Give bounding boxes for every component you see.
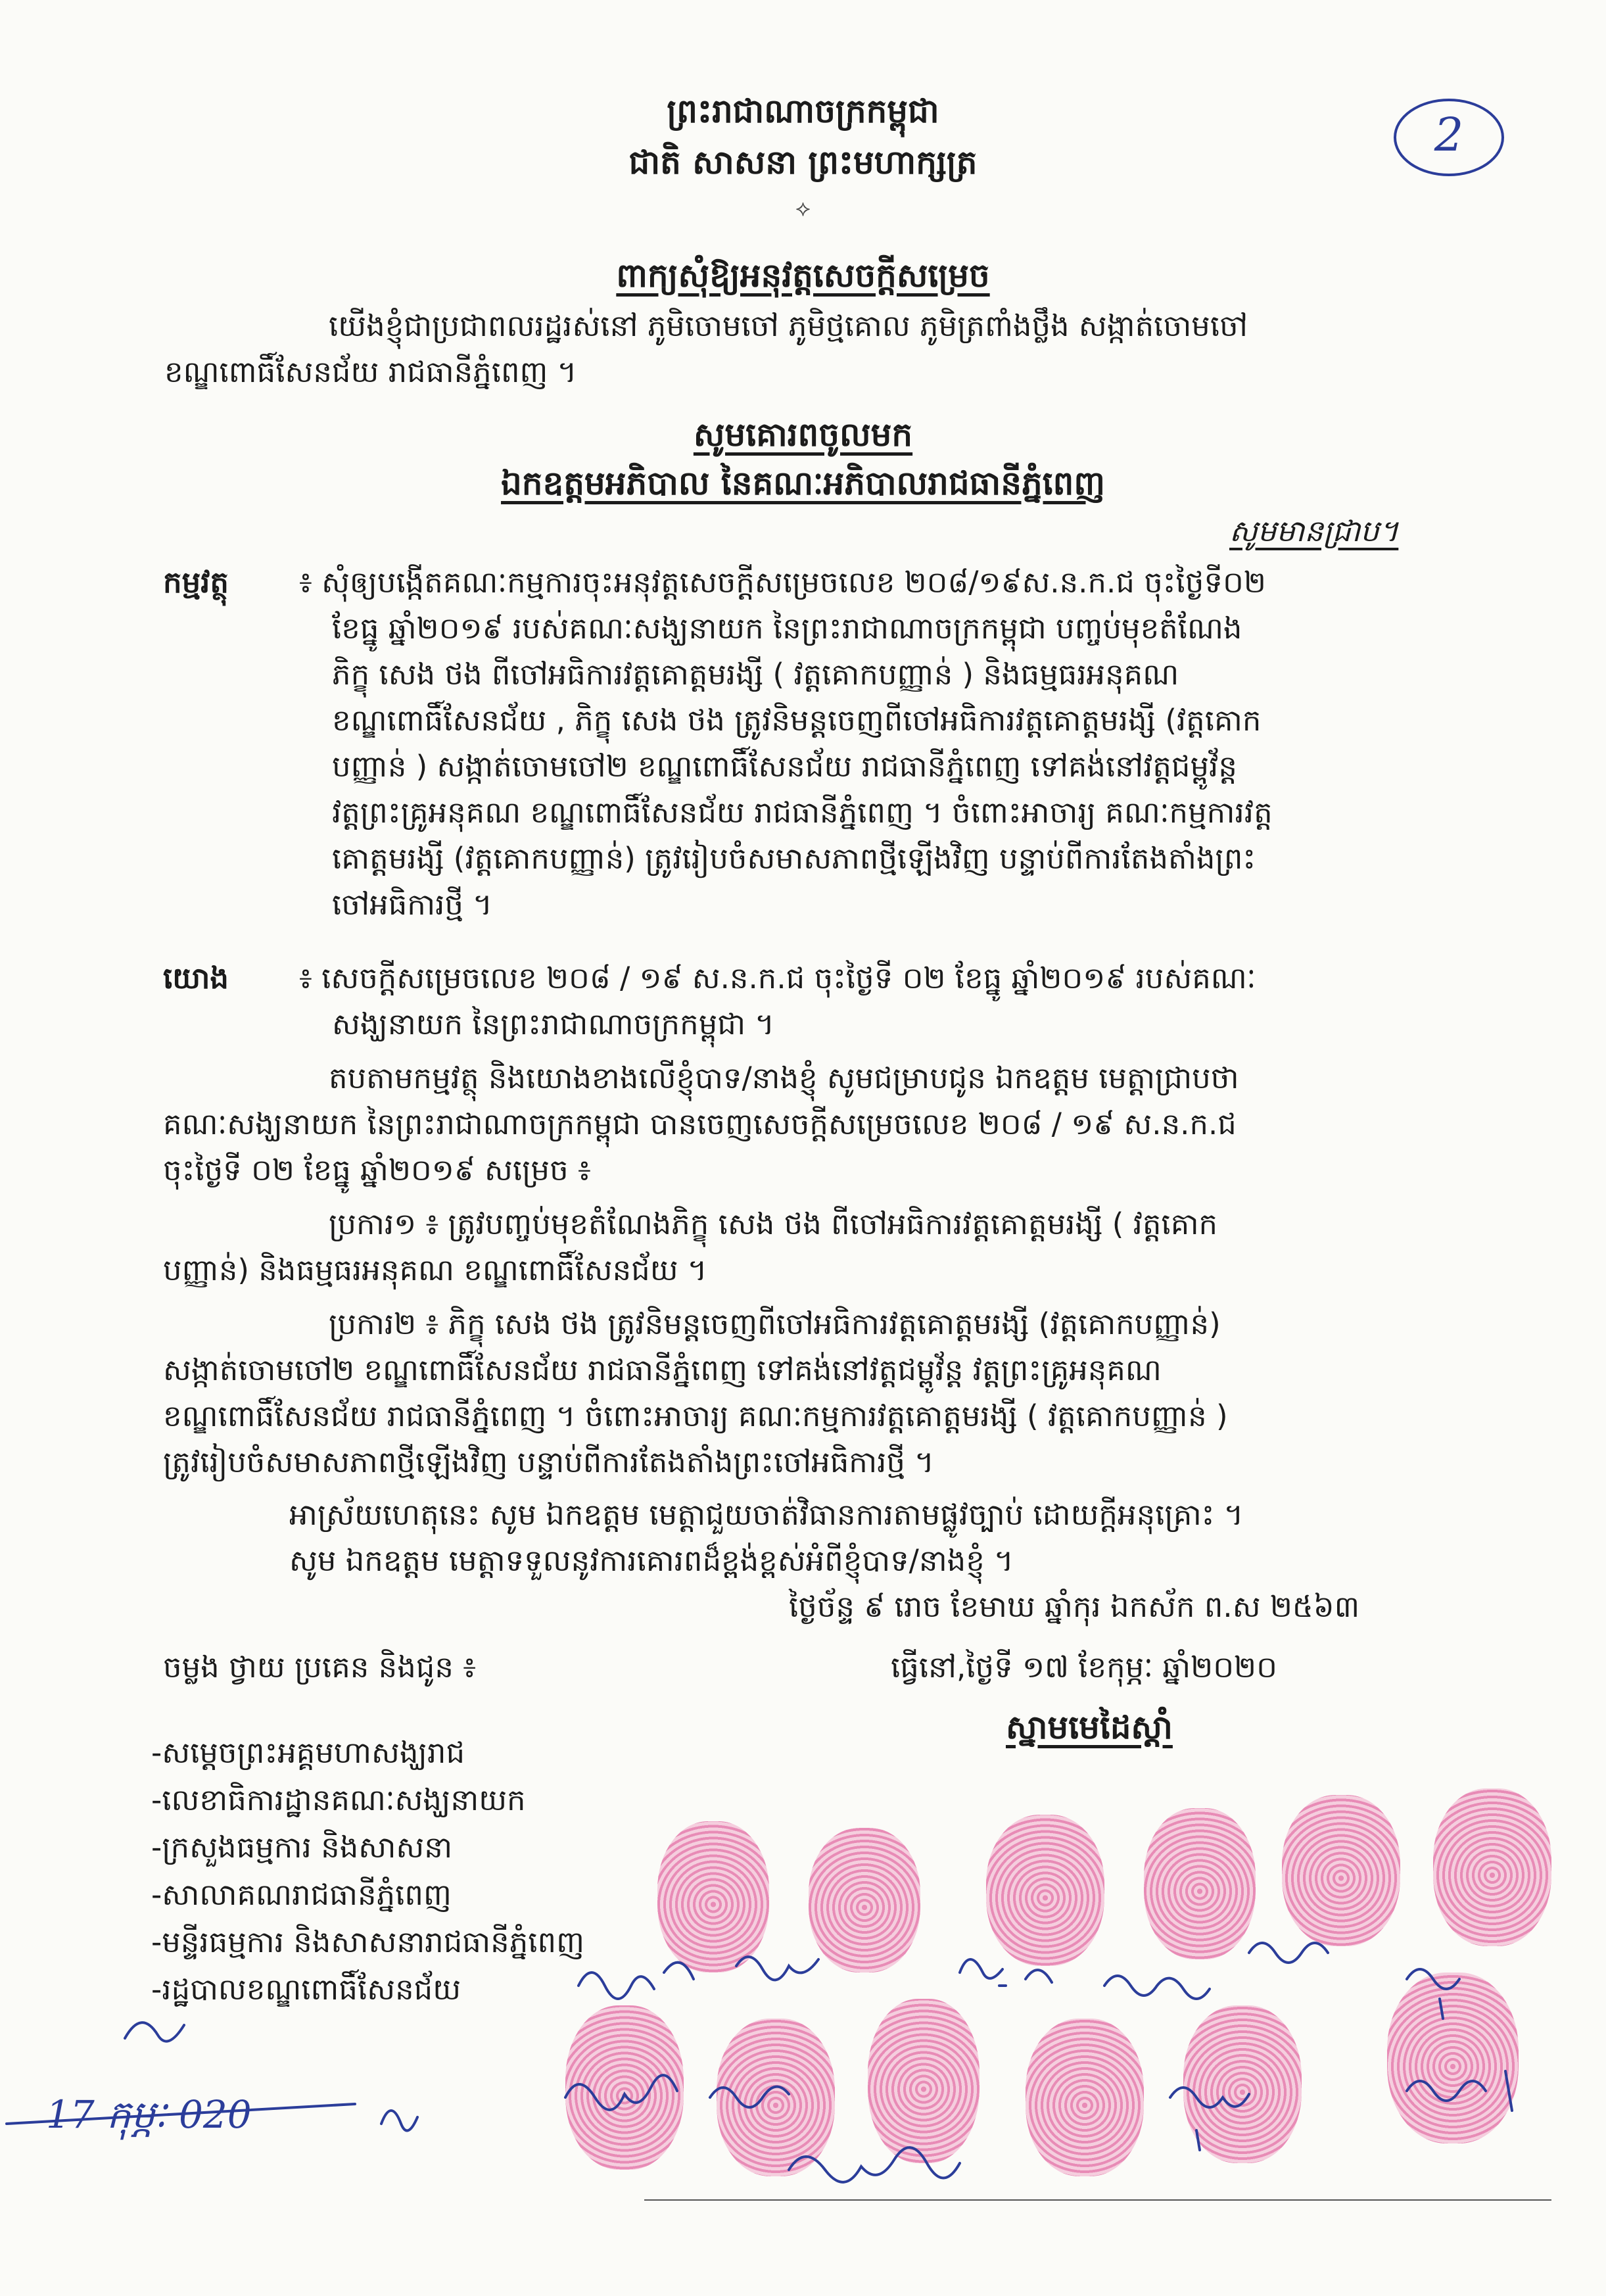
signature-label: ស្នាមមេដៃស្តាំ <box>1006 1708 1173 1746</box>
subject-line-8: ចៅអធិការថ្មី ។ <box>332 887 492 922</box>
body-line-4: ប្រការ១ ៖ ត្រូវបញ្ចប់មុខតំណែងភិក្ខុ សេង ថង ពីចៅអធិការវត្តគោត្តមរង្សី ( វត្តគោក <box>329 1207 1218 1241</box>
body-line-7: សង្កាត់ចោមចៅ២ ខណ្ឌពោធិ៍សែនជ័យ រាជធានីភ្នំពេញ ទៅគង់នៅវត្តជម្ពូវ័ន្ត វត្តព្រះគ្រូអនុគណ <box>163 1352 1162 1387</box>
kingdom-heading: ព្រះរាជាណាចក្រកម្ពុជា <box>667 92 939 130</box>
handwritten-names <box>539 1933 1565 2222</box>
copy-recipient-5: -មន្ទីរធម្មការ និងសាសនារាជធានីភ្នំពេញ <box>151 1925 584 1959</box>
ornament-divider: ⟡ <box>795 195 811 222</box>
place-date: ធ្វើនៅ,ថ្ងៃទី ១៧ ខែកុម្ភៈ ឆ្នាំ២០២០ <box>891 1650 1277 1685</box>
reference-line-2: សង្ឃនាយក នៃព្រះរាជាណាចក្រកម្ពុជា ។ <box>332 1007 775 1041</box>
reference-line-1: ៖ សេចក្តីសម្រេចលេខ ២០៨ / ១៩ ស.ន.ក.ជ ចុះថ្ងៃទី ០២ ខែធ្នូ ឆ្នាំ២០១៩ របស់គណៈ <box>299 961 1256 995</box>
body-line-1: តបតាមកម្មវត្ថុ និងយោងខាងលើខ្ញុំបាទ/នាងខ្ញុំ សូមជម្រាបជូន ឯកឧត្តម មេត្តាជ្រាបថា <box>329 1061 1239 1095</box>
body-line-8: ខណ្ឌពោធិ៍សែនជ័យ រាជធានីភ្នំពេញ ។ ចំពោះអាចារ្យ គណៈកម្មការវត្តគោត្តមរង្សី ( វត្តគោកបញ្ញាន់ ) <box>163 1399 1228 1433</box>
copy-recipient-6: -រដ្ឋបាលខណ្ឌពោធិ៍សែនជ័យ <box>151 1972 461 2007</box>
body-line-5: បញ្ញាន់) និងធម្មធរអនុគណ ខណ្ឌពោធិ៍សែនជ័យ ។ <box>163 1253 707 1287</box>
lunar-date: ថ្ងៃច័ន្ទ ៩ រោច ខែមាឃ ឆ្នាំកុរ ឯកស័ក ព.ស ២៥៦៣ <box>789 1589 1360 1624</box>
copy-recipient-2: -លេខាធិការដ្ឋានគណៈសង្ឃនាយក <box>151 1782 526 1817</box>
body-line-6: ប្រការ២ ៖ ភិក្ខុ សេង ថង ត្រូវនិមន្តចេញពីចៅអធិការវត្តគោត្តមរង្សី (វត្តគោកបញ្ញាន់) <box>329 1306 1221 1341</box>
addressee: ឯកឧត្តមអភិបាល នៃគណៈអភិបាលរាជធានីភ្នំពេញ <box>501 464 1105 502</box>
copy-recipient-4: -សាលាគណរាជធានីភ្នំពេញ <box>151 1877 452 1912</box>
body-line-11: សូម ឯកឧត្តម មេត្តាទទួលនូវការគោរពដ៏ខ្ពង់ខ្ពស់អំពីខ្ញុំបាទ/នាងខ្ញុំ ។ <box>289 1543 1014 1578</box>
fingerprint <box>1282 1795 1400 1946</box>
subject-line-1: ៖ សុំឲ្យបង្កើតគណៈកម្មការចុះអនុវត្តសេចក្តីសម្រេចលេខ ២០៨/១៩ស.ន.ក.ជ ចុះថ្ងៃទី០២ <box>299 565 1266 600</box>
subject-line-4: ខណ្ឌពោធិ៍សែនជ័យ , ភិក្ខុ សេង ថង ត្រូវនិមន្តចេញពីចៅអធិការវត្តគោត្តមរង្សី (វត្តគោក <box>332 703 1262 738</box>
copy-recipient-3: -ក្រសួងធម្មការ និងសាសនា <box>151 1830 453 1865</box>
copy-recipient-1: -សម្តេចព្រះអគ្គមហាសង្ឃរាជ <box>151 1735 465 1770</box>
body-line-2: គណៈសង្ឃនាយក នៃព្រះរាជាណាចក្រកម្ពុជា បានចេញសេចក្តីសម្រេចលេខ ២០៨ / ១៩ ស.ន.ក.ជ <box>163 1107 1237 1141</box>
subject-line-6: វត្តព្រះគ្រូអនុគណ ខណ្ឌពោធិ៍សែនជ័យ រាជធានីភ្នំពេញ ។ ចំពោះអាចារ្យ គណៈកម្មការវត្ត <box>332 795 1273 830</box>
body-line-10: អាស្រ័យហេតុនេះ សូម ឯកឧត្តម មេត្តាជួយចាត់វិធានការតាមផ្លូវច្បាប់ ដោយក្តីអនុគ្រោះ ។ <box>289 1497 1244 1532</box>
received-date: 17 កុម្ភៈ 020 <box>46 2092 252 2137</box>
greeting: សូមមានជ្រាប។ <box>1229 514 1399 548</box>
petition-title: ពាក្យសុំឱ្យអនុវត្តសេចក្តីសម្រេច <box>616 256 990 295</box>
body-line-3: ចុះថ្ងៃទី ០២ ខែធ្នូ ឆ្នាំ២០១៩ សម្រេច ៖ <box>163 1153 591 1187</box>
respect-line: សូមគោរពចូលមក <box>693 416 913 454</box>
reference-label: យោង <box>163 961 229 995</box>
fingerprint <box>1433 1788 1551 1946</box>
intro-line-2: ខណ្ឌពោធិ៍សែនជ័យ រាជធានីភ្នំពេញ ។ <box>164 354 577 389</box>
page-marker-number: 2 <box>1434 108 1464 162</box>
body-line-9: ត្រូវរៀបចំសមាសភាពថ្មីឡើងវិញ បន្ទាប់ពីការតែងតាំងព្រះចៅអធិការថ្មី ។ <box>163 1445 934 1479</box>
subject-label: កម្មវត្ថុ <box>163 565 229 600</box>
copies-label: ចម្លង ថ្វាយ ប្រគេន និងជូន ៖ <box>163 1650 477 1685</box>
subject-line-3: ភិក្ខុ សេង ថង ពីចៅអធិការវត្តគោត្តមរង្សី ( វត្តគោកបញ្ញាន់ ) និងធម្មធរអនុគណ <box>332 657 1179 692</box>
page-marker-circle <box>1394 99 1504 176</box>
intro-line-1: យើងខ្ញុំជាប្រជាពលរដ្ឋរស់នៅ ភូមិចោមចៅ ភូមិថ្មគោល ភូមិត្រពាំងថ្លឹង សង្កាត់ចោមចៅ <box>329 308 1248 343</box>
subject-line-7: គោត្តមរង្សី (វត្តគោកបញ្ញាន់) ត្រូវរៀបចំសមាសភាពថ្មីឡើងវិញ បន្ទាប់ពីការតែងតាំងព្រះ <box>332 841 1256 876</box>
national-motto: ជាតិ សាសនា ព្រះមហាក្សត្រ <box>628 143 978 181</box>
subject-line-2: ខែធ្នូ ឆ្នាំ២០១៩ របស់គណៈសង្ឃនាយក នៃព្រះរាជាណាចក្រកម្ពុជា បញ្ចប់មុខតំណែង <box>332 611 1242 646</box>
bottom-rule <box>644 2199 1551 2201</box>
subject-line-5: បញ្ញាន់ ) សង្កាត់ចោមចៅ២ ខណ្ឌពោធិ៍សែនជ័យ រាជធានីភ្នំពេញ ទៅគង់នៅវត្តជម្ពូវ័ន្ត <box>332 749 1237 784</box>
